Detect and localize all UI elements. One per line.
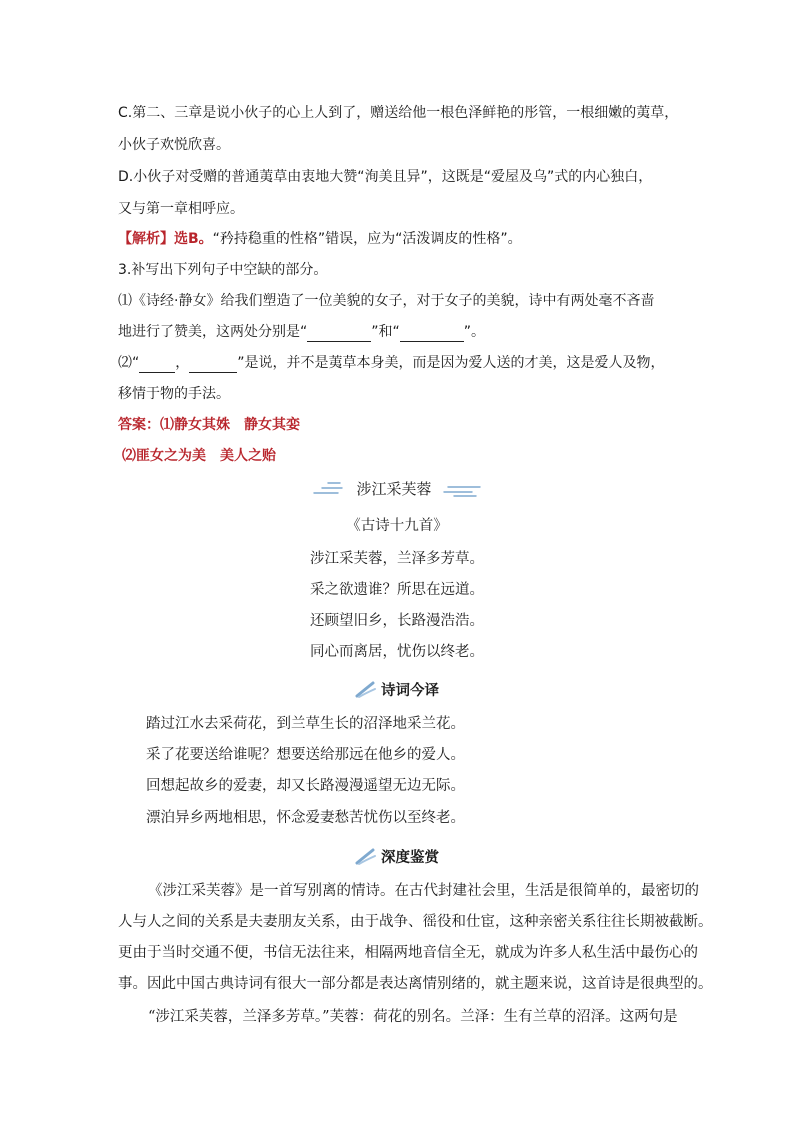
poem-line-3: 还顾望旧乡，长路漫浩浩。: [310, 613, 484, 629]
option-d-line2: 又与第一章相呼应。: [118, 201, 244, 217]
poem-source: 《古诗十九首》: [346, 518, 448, 534]
poem-title-row: [0, 478, 794, 499]
analysis-line: [118, 229, 522, 249]
q3-1-text-a: 地进行了赞美，这两处分别是“: [118, 324, 308, 340]
q3-1-text-b: ”和“: [371, 324, 400, 340]
question-3-2-line1: [118, 353, 665, 373]
translation-line-4: 漂泊异乡两地相思，怀念爱妻愁苦忧伤以至终老。: [146, 810, 465, 826]
q3-2-text-b: ”是说，并不是荑草本身美，而是因为爱人送的才美，这是爱人及物，: [237, 355, 665, 371]
brush-stroke-icon: [355, 681, 377, 699]
question-3-1-line1: ⑴《诗经·静女》给我们塑造了一位美貌的女子，对于女子的美貌，诗中有两处毫不吝啬: [118, 293, 655, 309]
appreciation-line-3: 更由于当时交通不便，书信无法往来，相隔两地音信全无，就成为许多人私生活中最伤心的: [118, 945, 698, 961]
appreciation-line-4: 事。因此中国古典诗词有很大一部分都是表达离情别绪的，就主题来说，这首诗是很典型的。: [118, 976, 713, 992]
appreciation-line-5: “涉江采芙蓉，兰泽多芳草。”芙蓉：荷花的别名。兰泽：生有兰草的沼泽。这两句是: [148, 1009, 678, 1025]
answer-line-2: ⑵匪女之为美 美人之贻: [122, 448, 276, 464]
fill-blank-1[interactable]: [307, 327, 371, 342]
appreciation-line-1: 《涉江采芙蓉》是一首写别离的情诗。在古代封建社会里，生活是很简单的，最密切的: [148, 883, 699, 899]
poem-line-2: 采之欲遗谁？所思在远道。: [310, 582, 484, 598]
fill-blank-4[interactable]: [189, 358, 237, 373]
translation-heading-row: [0, 679, 794, 700]
fill-blank-2[interactable]: [400, 327, 464, 342]
cloud-swirl-left-icon: [312, 480, 346, 498]
q3-2-sep: ，: [175, 355, 190, 371]
question-3-2-line2: 移情于物的手法。: [118, 386, 230, 402]
answer-line-1: 答案：⑴静女其姝 静女其娈: [118, 417, 300, 433]
translation-line-2: 采了花要送给谁呢？想要送给那远在他乡的爱人。: [146, 747, 465, 763]
poem-line-4: 同心而离居，忧伤以终老。: [310, 644, 484, 660]
cloud-swirl-right-icon: [442, 480, 482, 498]
fill-blank-3[interactable]: [139, 358, 175, 373]
option-c-line2: 小伙子欢悦欣喜。: [118, 137, 230, 153]
appreciation-heading: 深度鉴赏: [381, 849, 439, 866]
question-3: 3.补写出下列句子中空缺的部分。: [118, 262, 328, 278]
option-d-line1: D.小伙子对受赠的普通荑草由衷地大赞“洵美且异”，这既是“爱屋及乌”式的内心独白，: [118, 169, 653, 185]
option-c-line1: C.第二、三章是说小伙子的心上人到了，赠送给他一根色泽鲜艳的彤管，一根细嫩的荑草，: [118, 105, 679, 121]
q3-2-text-a: ⑵“: [118, 355, 140, 371]
translation-line-3: 回想起故乡的爱妻，却又长路漫漫遥望无边无际。: [146, 778, 465, 794]
appreciation-line-2: 人与人之间的关系是夫妻朋友关系，由于战争、徭役和仕宦，这种亲密关系往往长期被截断。: [118, 914, 713, 930]
poem-title: 涉江采芙蓉: [356, 480, 432, 498]
poem-line-1: 涉江采芙蓉，兰泽多芳草。: [310, 551, 484, 567]
q3-1-text-c: ”。: [463, 324, 486, 340]
question-3-1-line2: [118, 322, 485, 342]
translation-heading: 诗词今译: [381, 682, 439, 699]
appreciation-heading-row: [0, 846, 794, 867]
analysis-label: 【解析】选B。: [118, 231, 213, 247]
translation-line-1: 踏过江水去采荷花，到兰草生长的沼泽地采兰花。: [146, 716, 465, 732]
analysis-text: “矜持稳重的性格”错误，应为“活泼调皮的性格”。: [212, 231, 522, 247]
brush-stroke-icon: [355, 848, 377, 866]
